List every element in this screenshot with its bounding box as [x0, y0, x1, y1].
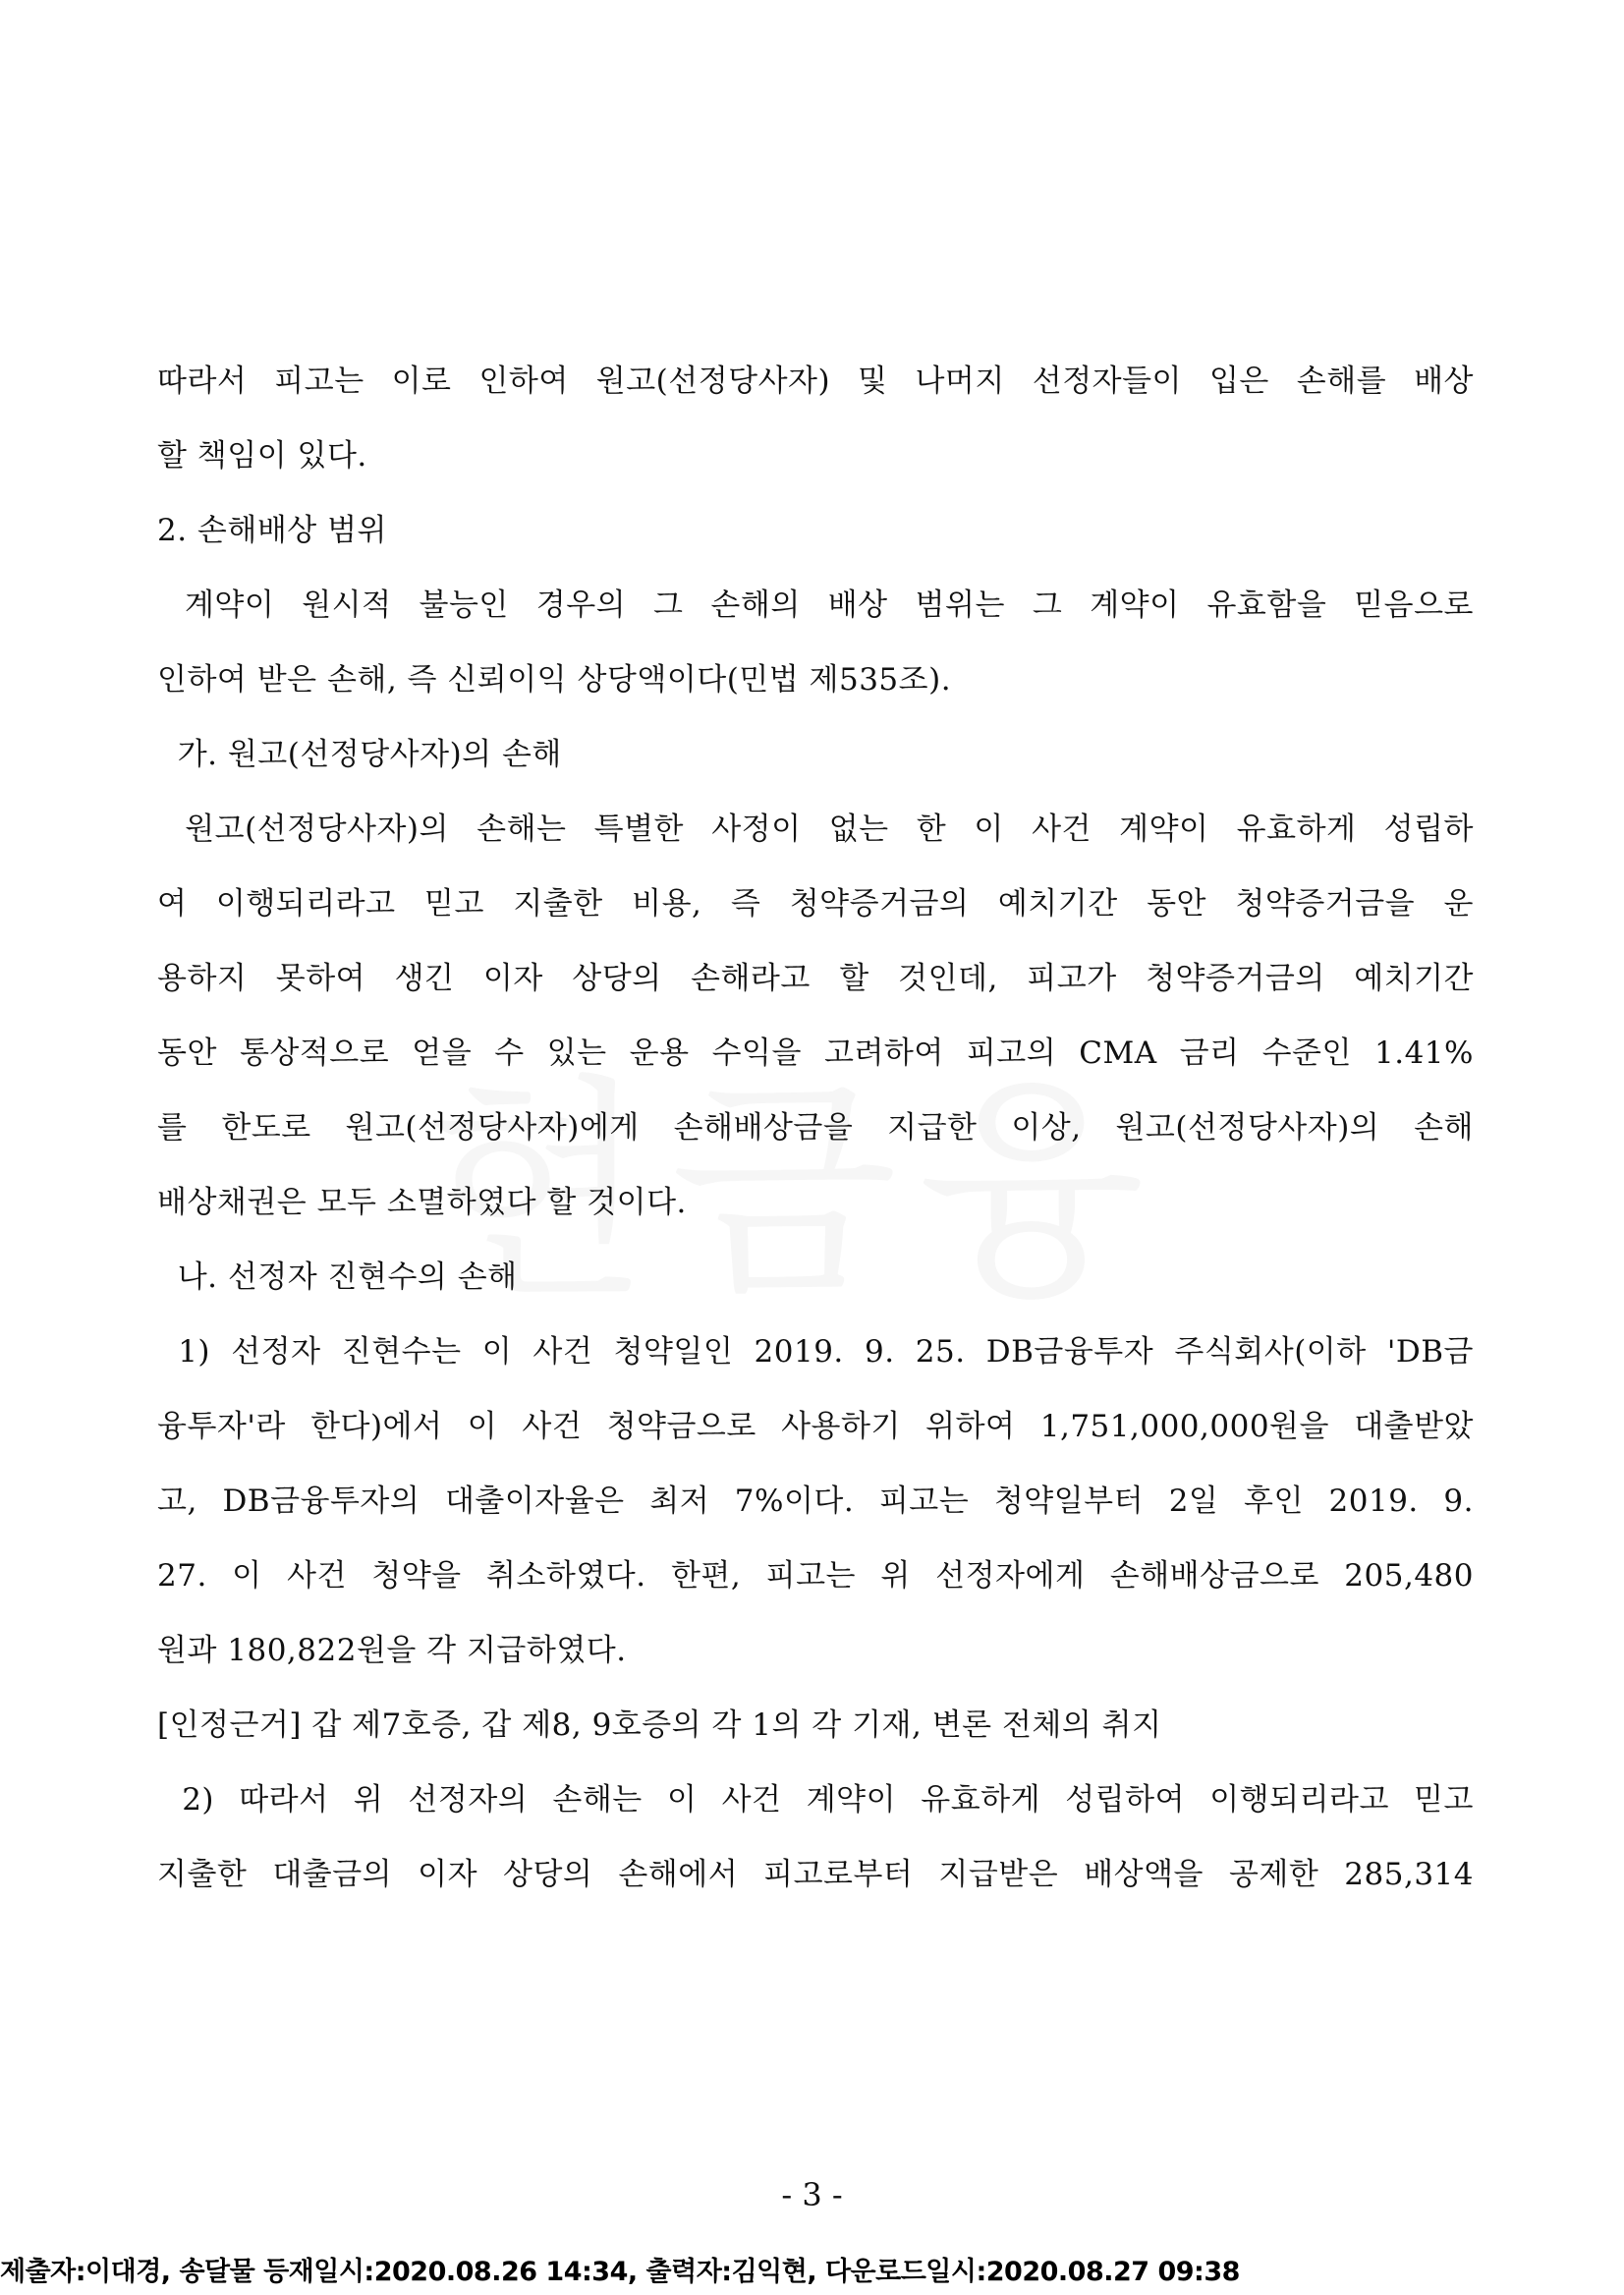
evidence-line: [인정근거] 갑 제7호증, 갑 제8, 9호증의 각 1의 각 기재, 변론 전체의 취지	[157, 1707, 1162, 1743]
text-line: 1) 선정자 진현수는 이 사건 청약일인 2019. 9. 25. DB금융투자 주식회사(이하 'DB금	[157, 1334, 1474, 1370]
text-line: 2) 따라서 위 선정자의 손해는 이 사건 계약이 유효하게 성립하여 이행되리라고 믿고	[157, 1782, 1474, 1818]
text-line: 용하지 못하여 생긴 이자 상당의 손해라고 할 것인데, 피고가 청약증거금의 예치기간	[157, 961, 1474, 996]
text-line: 원과 180,822원을 각 지급하였다.	[157, 1633, 627, 1668]
text-line: 인하여 받은 손해, 즉 신뢰이익 상당액이다(민법 제535조).	[157, 662, 952, 698]
subsection-heading: 나. 선정자 진현수의 손해	[157, 1259, 518, 1295]
text-line: 따라서 피고는 이로 인하여 원고(선정당사자) 및 나머지 선정자들이 입은 손해를 배상	[157, 364, 1474, 399]
text-line: 계약이 원시적 불능인 경우의 그 손해의 배상 범위는 그 계약이 유효함을 믿음으로	[157, 588, 1474, 623]
text-line: 지출한 대출금의 이자 상당의 손해에서 피고로부터 지급받은 배상액을 공제한 285,314	[157, 1857, 1474, 1892]
body-text	[157, 344, 1474, 1912]
text-line: 여 이행되리라고 믿고 지출한 비용, 즉 청약증거금의 예치기간 동안 청약증거금을 운	[157, 886, 1474, 922]
text-line: 배상채권은 모두 소멸하였다 할 것이다.	[157, 1185, 687, 1220]
subsection-heading: 가. 원고(선정당사자)의 손해	[157, 737, 562, 772]
page-number: - 3 -	[781, 2176, 843, 2213]
text-line: 고, DB금융투자의 대출이자율은 최저 7%이다. 피고는 청약일부터 2일 후인 2019. 9.	[157, 1483, 1474, 1519]
text-line: 할 책임이 있다.	[157, 438, 367, 474]
text-line: 융투자'라 한다)에서 이 사건 청약금으로 사용하기 위하여 1,751,000,000원을 대출받았	[157, 1409, 1474, 1444]
text-line: 원고(선정당사자)의 손해는 특별한 사정이 없는 한 이 사건 계약이 유효하게 성립하	[157, 812, 1474, 847]
text-line: 를 한도로 원고(선정당사자)에게 손해배상금을 지급한 이상, 원고(선정당사자)의 손해	[157, 1110, 1474, 1146]
text-line: 동안 통상적으로 얻을 수 있는 운용 수익을 고려하여 피고의 CMA 금리 수준인 1.41%	[157, 1036, 1474, 1071]
text-line: 27. 이 사건 청약을 취소하였다. 한편, 피고는 위 선정자에게 손해배상금으로 205,480	[157, 1558, 1474, 1594]
section-heading: 2. 손해배상 범위	[157, 513, 387, 548]
submission-footer: 제출자:이대경, 송달물 등재일시:2020.08.26 14:34, 출력자:김익현, 다운로드일시:2020.08.27 09:38	[0, 2257, 1240, 2287]
